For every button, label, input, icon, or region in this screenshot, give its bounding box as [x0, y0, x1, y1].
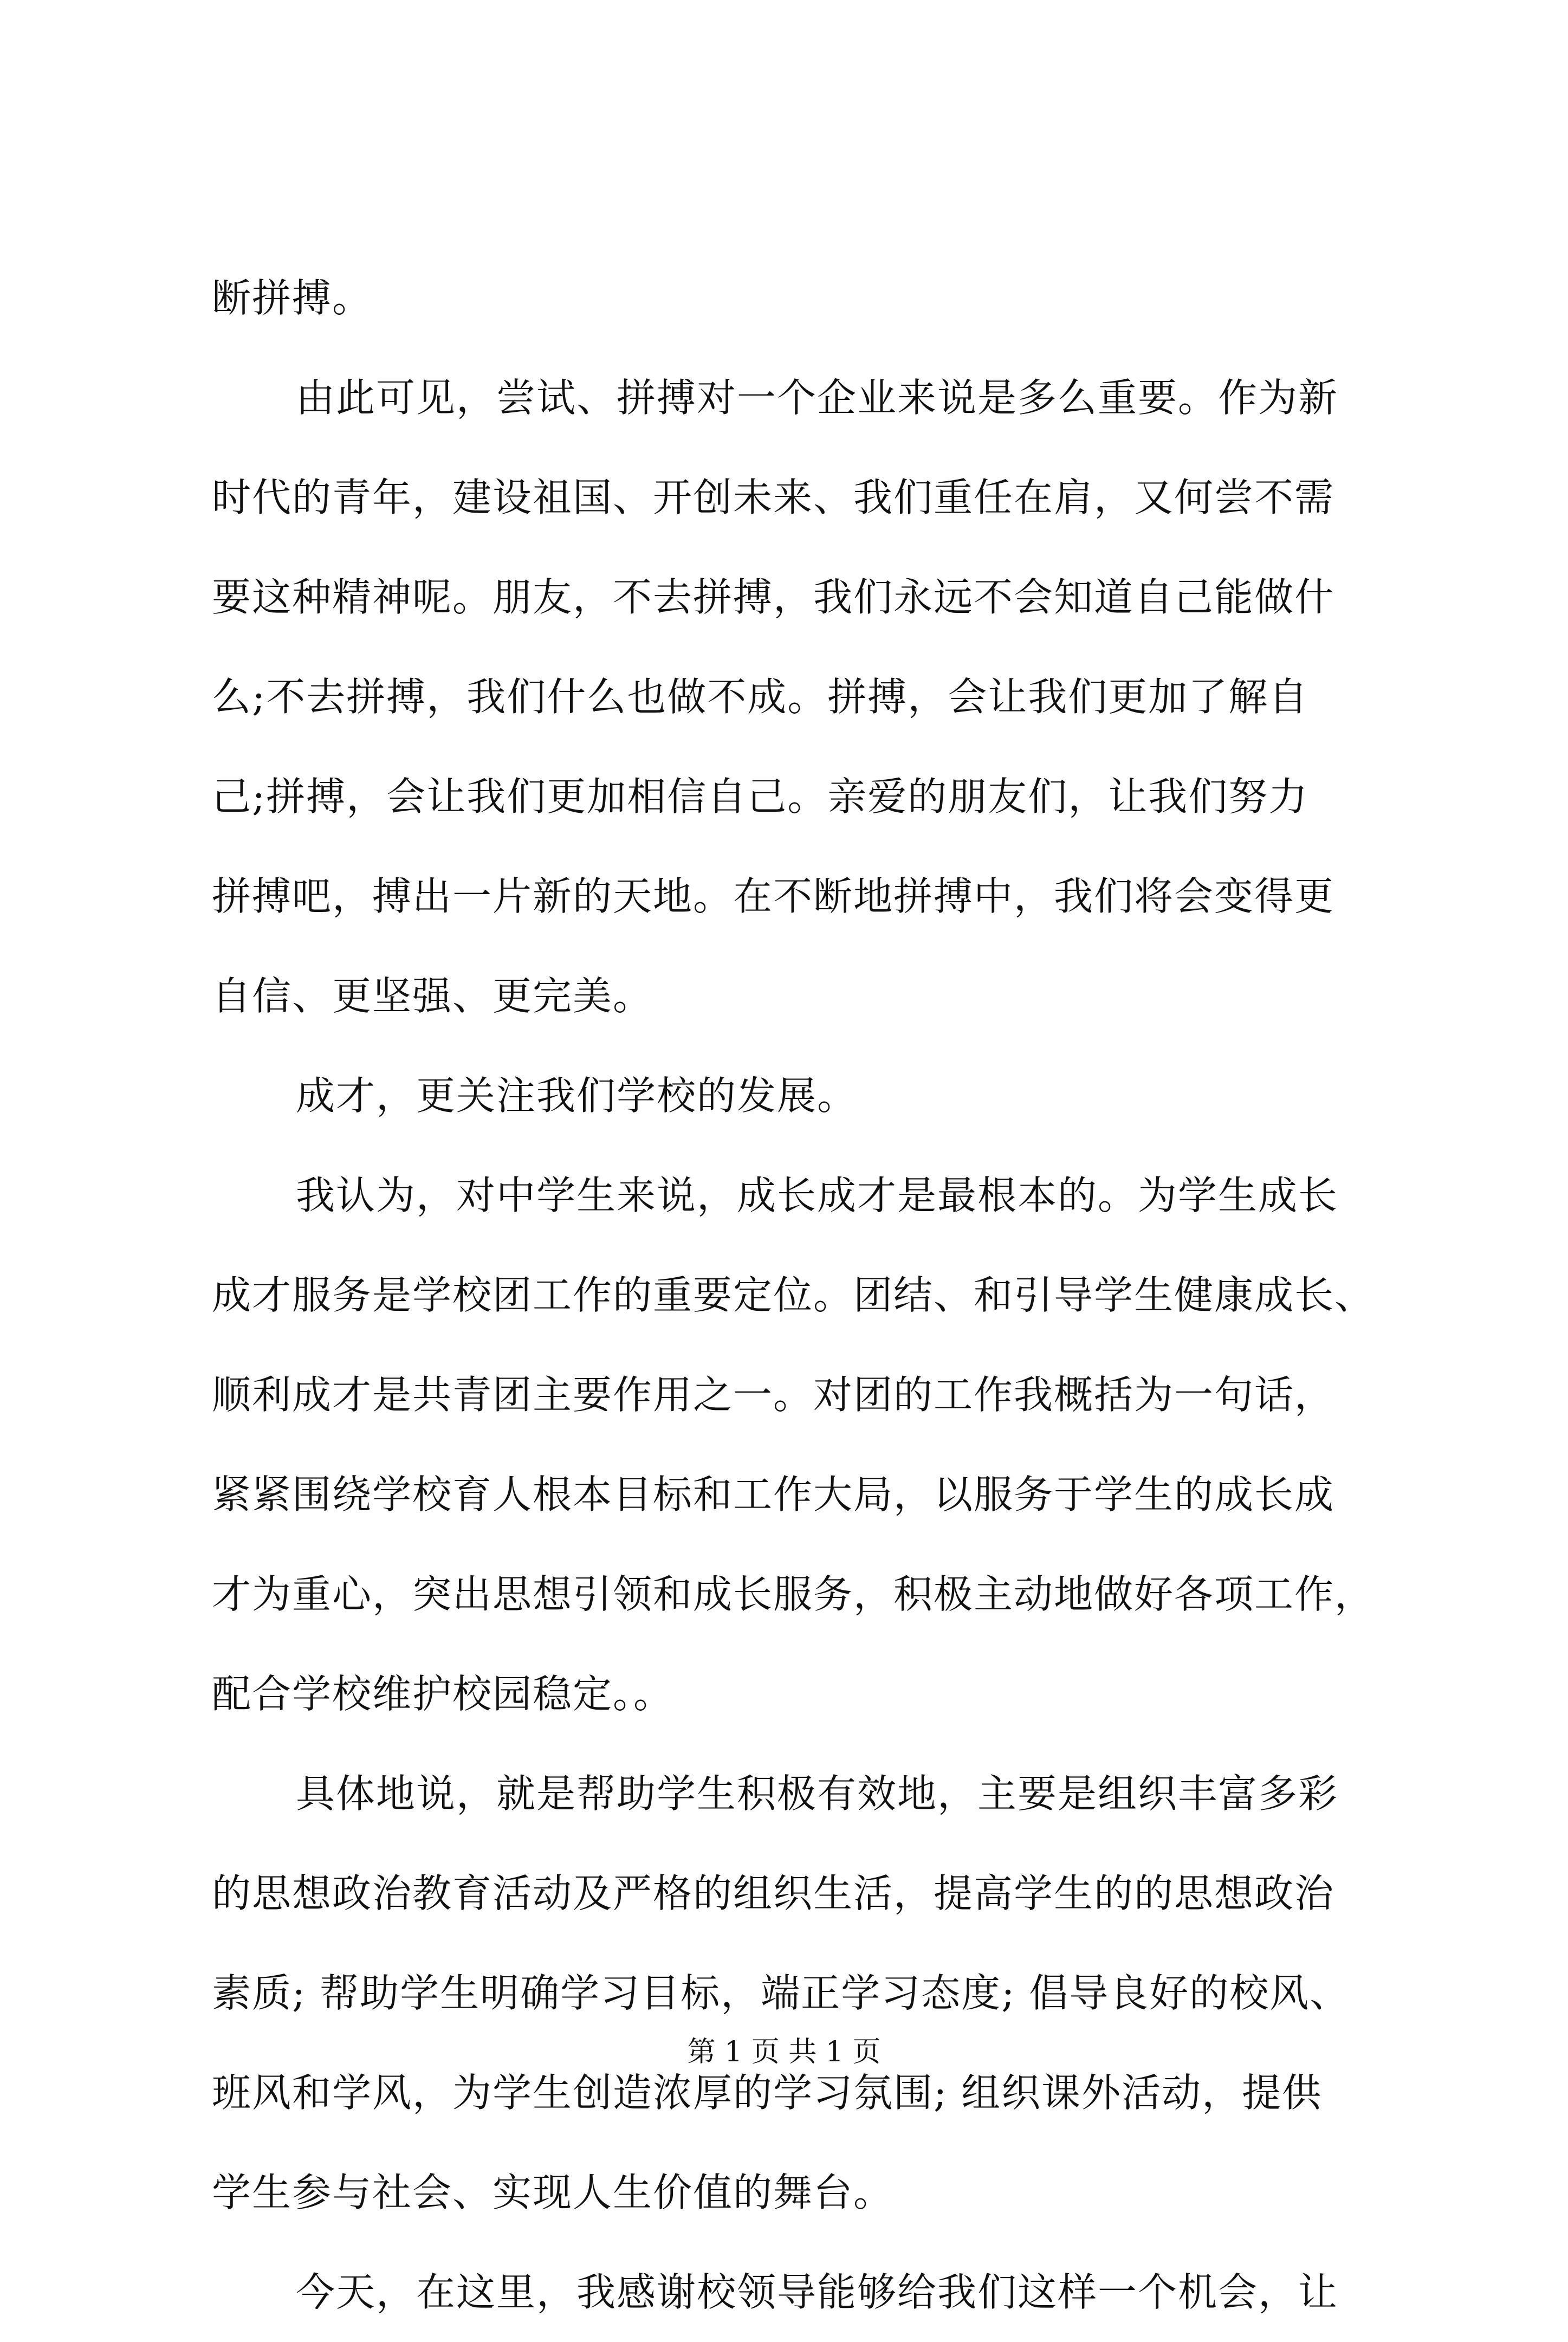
text-line: 素质; 帮助学生明确学习目标，端正学习态度; 倡导良好的校风、: [212, 1970, 1350, 2016]
text-line: 时代的青年，建设祖国、开创未来、我们重任在肩，又何尝不需: [212, 475, 1335, 520]
text-line: 由此可见，尝试、拼搏对一个企业来说是多么重要。作为新: [296, 375, 1339, 420]
text-line: 的思想政治教育活动及严格的组织生活，提高学生的的思想政治: [212, 1871, 1335, 1916]
document-body: [212, 248, 1377, 2342]
text-line: 学生参与社会、实现人生价值的舞台。: [212, 2170, 894, 2215]
text-line: 自信、更坚强、更完美。: [212, 973, 653, 1019]
text-line: 才为重心，突出思想引领和成长服务，积极主动地做好各项工作，: [212, 1571, 1375, 1617]
page-footer: 第 1 页 共 1 页: [687, 2036, 881, 2068]
text-line: 班风和学风，为学生创造浓厚的学习氛围; 组织课外活动，提供: [212, 2070, 1323, 2115]
text-line: 己;拼搏，会让我们更加相信自己。亲爱的朋友们，让我们努力: [212, 774, 1309, 819]
text-line: 么;不去拼搏，我们什么也做不成。拼搏，会让我们更加了解自: [212, 674, 1309, 720]
text-line: 成才，更关注我们学校的发展。: [296, 1073, 858, 1118]
text-line: 配合学校维护校园稳定。。: [212, 1671, 674, 1717]
text-line: 今天，在这里，我感谢校领导能够给我们这样一个机会，让: [296, 2269, 1339, 2315]
text-line: 断拼搏。: [212, 275, 373, 321]
text-line: 具体地说，就是帮助学生积极有效地，主要是组织丰富多彩: [296, 1771, 1339, 1816]
text-line: 顺利成才是共青团主要作用之一。对团的工作我概括为一句话，: [212, 1372, 1335, 1418]
text-line: 拼搏吧，搏出一片新的天地。在不断地拼搏中，我们将会变得更: [212, 874, 1335, 919]
text-line: 紧紧围绕学校育人根本目标和工作大局，以服务于学生的成长成: [212, 1472, 1335, 1517]
text-line: 成才服务是学校团工作的重要定位。团结、和引导学生健康成长、: [212, 1272, 1375, 1318]
text-line: 我认为，对中学生来说，成长成才是最根本的。为学生成长: [296, 1173, 1339, 1218]
text-line: 要这种精神呢。朋友，不去拼搏，我们永远不会知道自己能做什: [212, 574, 1335, 620]
